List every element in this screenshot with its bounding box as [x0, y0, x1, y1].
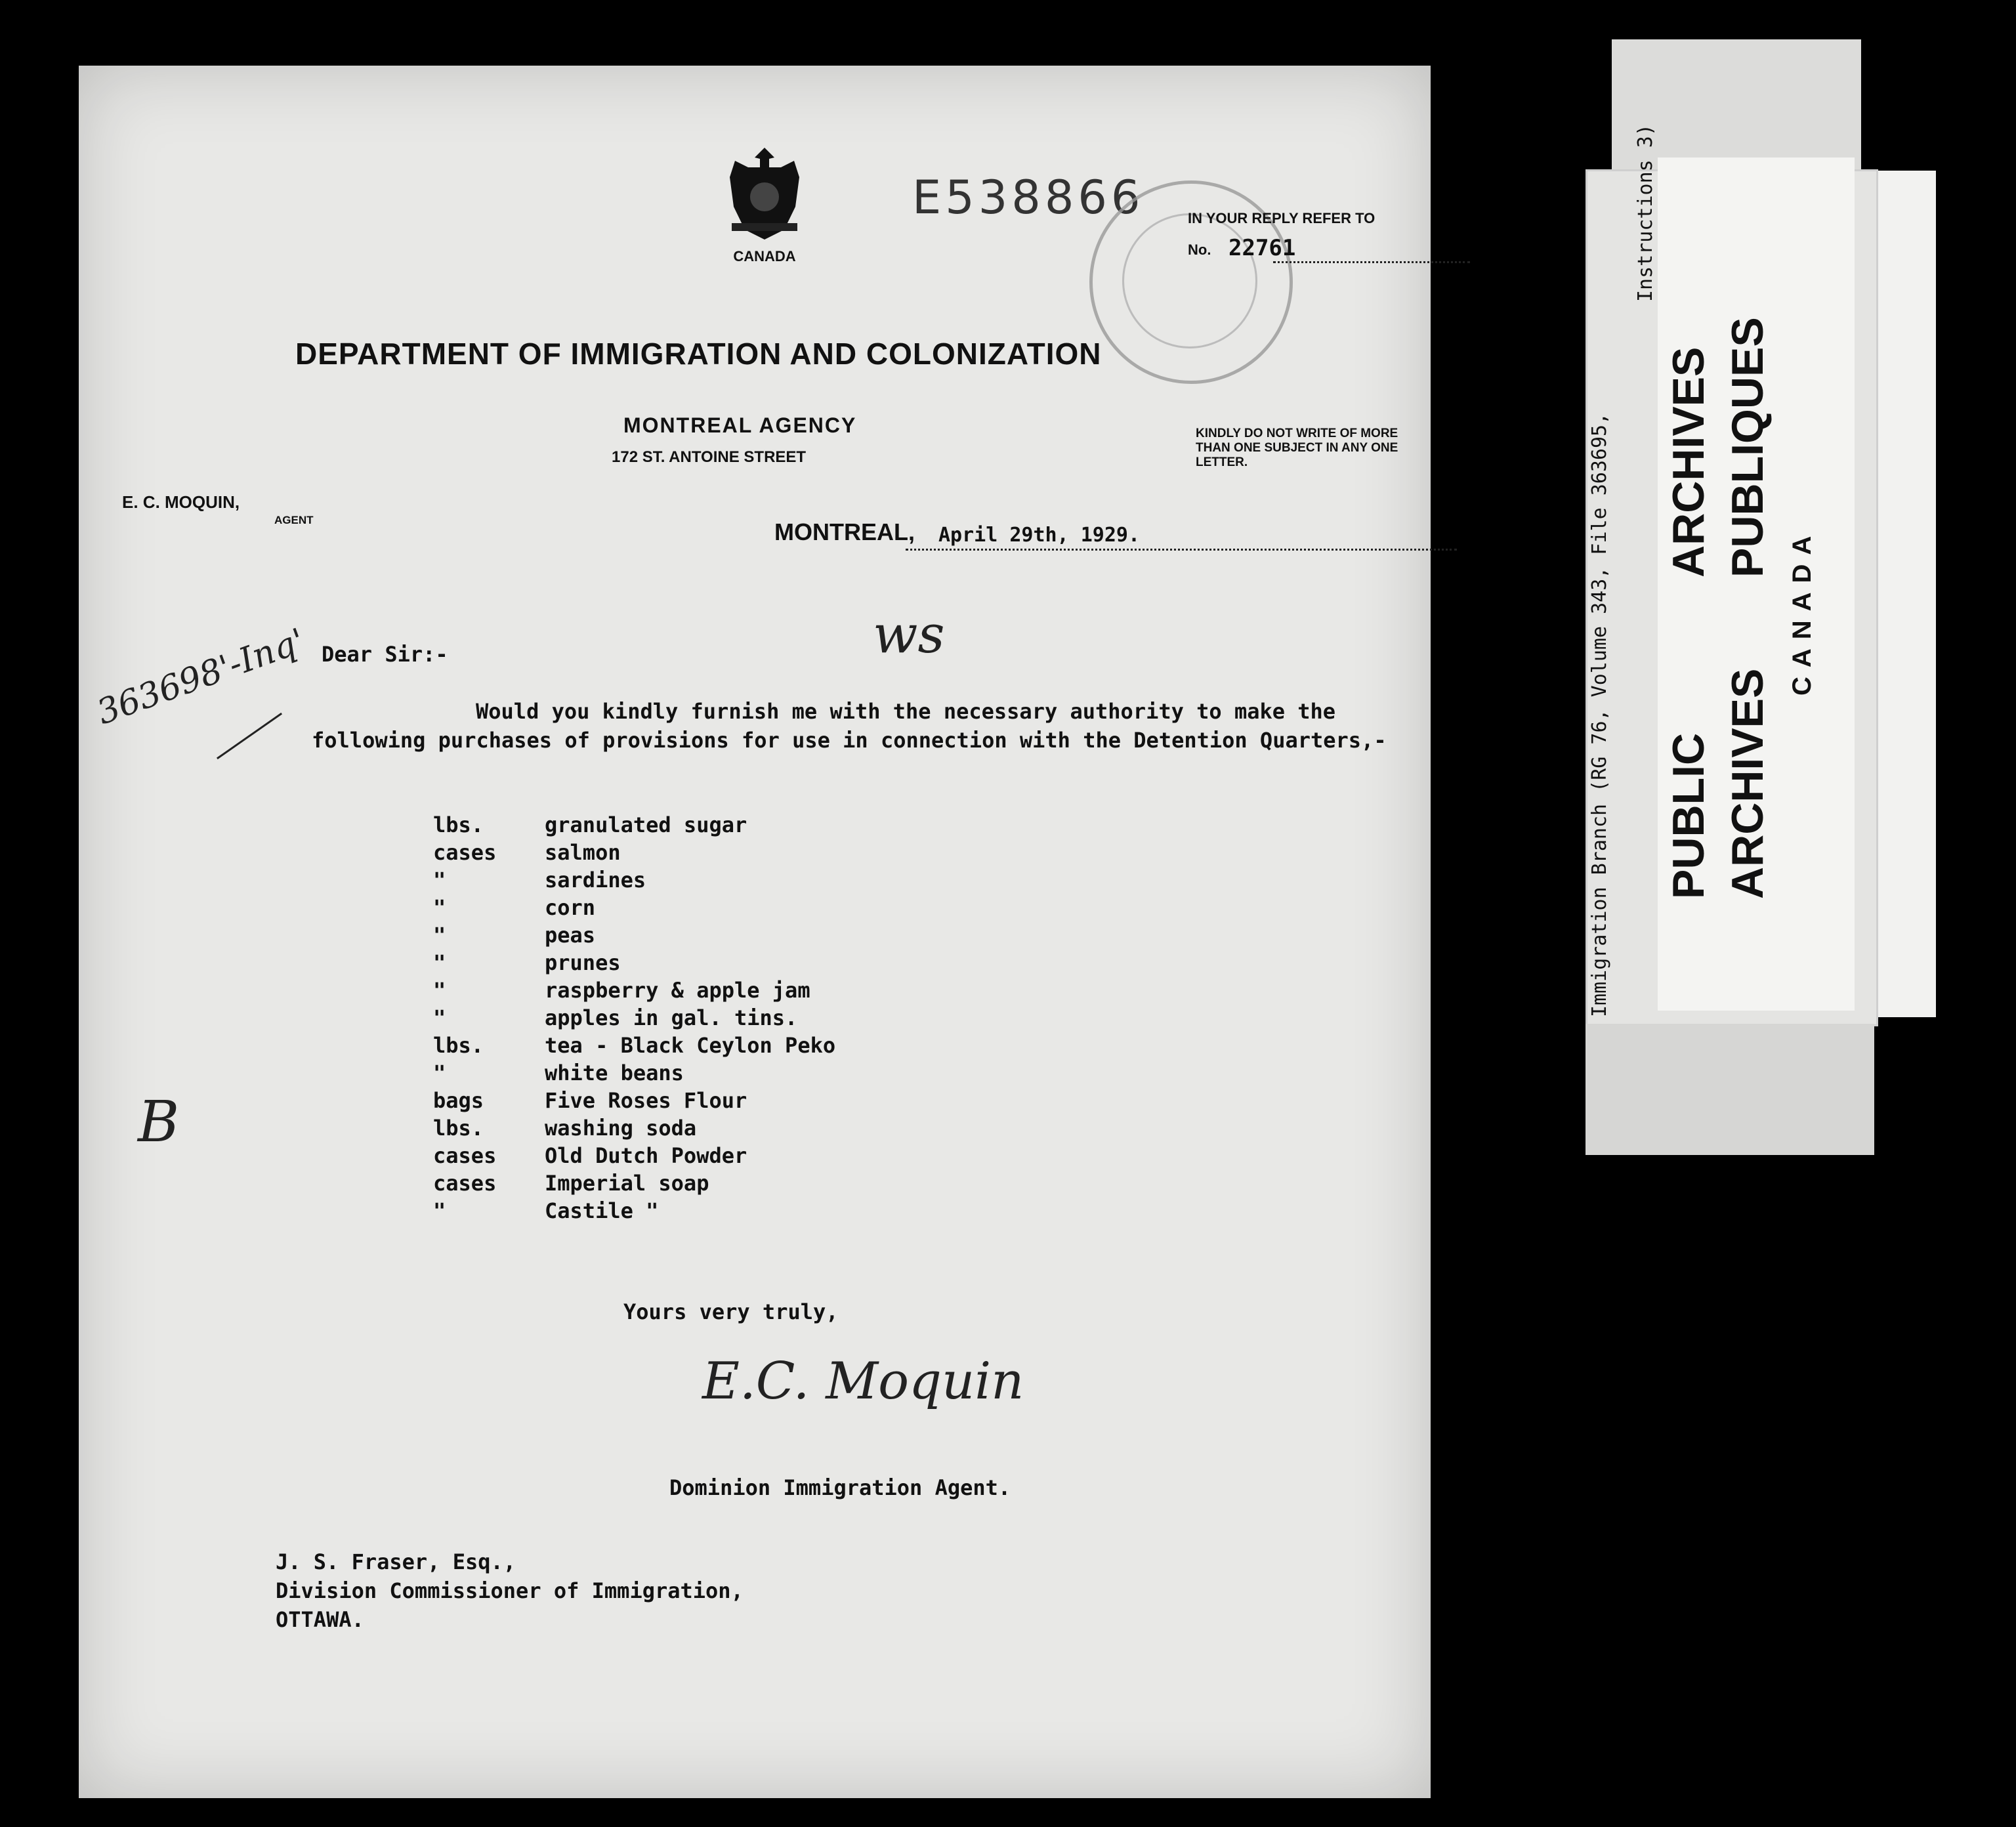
item-desc: peas	[545, 923, 596, 948]
item-desc: sardines	[545, 868, 646, 892]
archives-fr-label: ARCHIVES	[1723, 668, 1773, 899]
letter-date: April 29th, 1929.	[938, 524, 1141, 547]
addressee-line: Division Commissioner of Immigration,	[276, 1578, 744, 1603]
closing: Yours very truly,	[623, 1299, 839, 1324]
item-desc: tea - Black Ceylon Peko	[545, 1033, 836, 1058]
kindly-note: KINDLY DO NOT WRITE OF MORE THAN ONE SUBJECT IN ANY ONE LETTER.	[1196, 427, 1398, 469]
signer-title: Dominion Immigration Agent.	[669, 1475, 1011, 1500]
item-desc: apples in gal. tins.	[545, 1005, 798, 1030]
catalog-reference-cont: Instructions 3)	[1634, 124, 1657, 302]
item-unit: lbs.	[433, 1116, 484, 1141]
publiques-label: PUBLIQUES	[1723, 317, 1773, 578]
canada-label: CANADA	[1788, 526, 1816, 696]
crest-label: CANADA	[733, 248, 796, 264]
received-stamp-inner	[1122, 213, 1257, 348]
agent-title: AGENT	[274, 514, 314, 526]
item-desc: Castile "	[545, 1198, 659, 1223]
margin-file-number: 363698'-Inq'	[92, 621, 310, 733]
reply-no-label: No.	[1188, 242, 1211, 258]
item-unit: "	[433, 895, 446, 920]
item-unit: cases	[433, 840, 497, 865]
item-unit: "	[433, 868, 446, 892]
item-unit: lbs.	[433, 1033, 484, 1058]
agent-name: E. C. MOQUIN,	[122, 492, 240, 512]
reply-refer-label: IN YOUR REPLY REFER TO	[1188, 210, 1376, 226]
handwritten-side-mark: B	[138, 1089, 180, 1155]
file-stamp: E538866	[912, 171, 1144, 224]
item-desc: corn	[545, 895, 596, 920]
item-desc: white beans	[545, 1060, 684, 1085]
item-unit: lbs.	[433, 812, 484, 837]
archive-card-strip	[1586, 1024, 1874, 1155]
item-unit: "	[433, 1198, 446, 1223]
handwritten-initials: ws	[873, 604, 945, 665]
reply-number: 22761	[1228, 235, 1296, 261]
date-dotted-line	[906, 549, 1457, 551]
public-label: PUBLIC	[1664, 732, 1713, 899]
signature: E.C. Moquin	[702, 1352, 1024, 1411]
agency-address: 172 ST. ANTOINE STREET	[612, 448, 807, 466]
item-unit: "	[433, 978, 446, 1003]
item-desc: raspberry & apple jam	[545, 978, 810, 1003]
letter-body: Would you kindly furnish me with the necessary authority to make the following purchases of provisions for use in connection with the Detention Quarters,-	[312, 699, 1387, 753]
addressee-line: J. S. Fraser, Esq.,	[276, 1549, 516, 1574]
department-heading: DEPARTMENT OF IMMIGRATION AND COLONIZATION	[295, 337, 1102, 371]
item-desc: Old Dutch Powder	[545, 1143, 747, 1168]
salutation: Dear Sir:-	[322, 642, 448, 667]
addressee-line: OTTAWA.	[276, 1607, 364, 1632]
item-unit: "	[433, 1005, 446, 1030]
item-desc: granulated sugar	[545, 812, 747, 837]
archives-en-label: ARCHIVES	[1664, 346, 1713, 578]
item-unit: "	[433, 923, 446, 948]
item-desc: prunes	[545, 950, 621, 975]
item-desc: washing soda	[545, 1116, 697, 1141]
item-desc: Five Roses Flour	[545, 1088, 747, 1113]
item-unit: "	[433, 1060, 446, 1085]
addressee-block	[276, 1547, 744, 1634]
item-desc: Imperial soap	[545, 1171, 709, 1196]
item-unit: cases	[433, 1171, 497, 1196]
item-unit: cases	[433, 1143, 497, 1168]
margin-pen-stroke	[217, 713, 282, 759]
item-unit: bags	[433, 1088, 484, 1113]
agency-heading: MONTREAL AGENCY	[623, 413, 857, 437]
catalog-reference: Immigration Branch (RG 76, Volume 343, File 363695,	[1588, 412, 1611, 1017]
item-desc: salmon	[545, 840, 621, 865]
reply-dotted-line	[1273, 261, 1470, 263]
letter-page	[79, 66, 1431, 1798]
place-label: MONTREAL,	[774, 518, 915, 545]
item-unit: "	[433, 950, 446, 975]
coat-of-arms-icon	[722, 144, 807, 243]
